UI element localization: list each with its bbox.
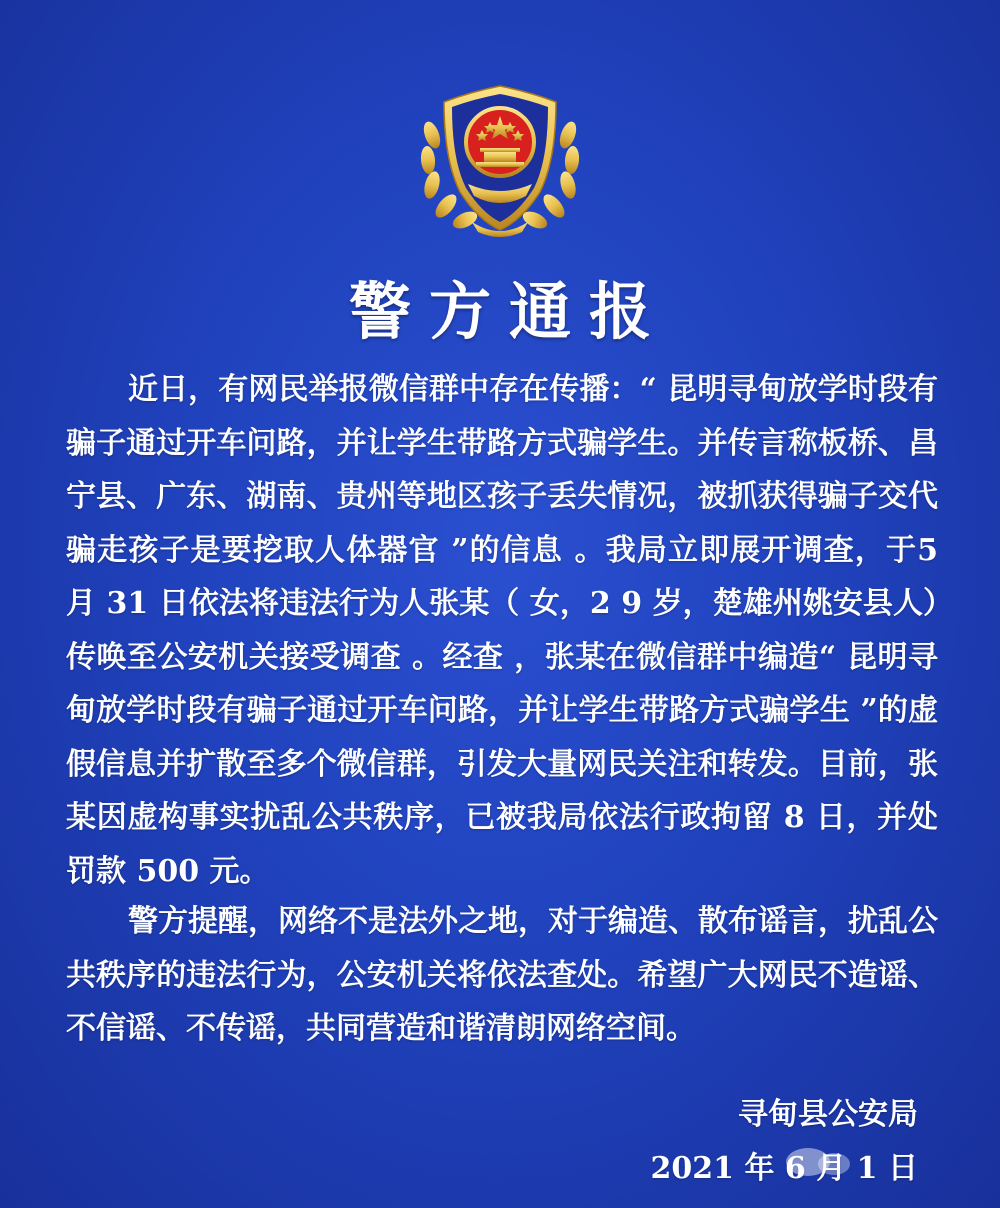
signature-block bbox=[651, 1088, 918, 1196]
notice-paragraph-1: 近日，有网民举报微信群中存在传播：“ 昆明寻甸放学时段有骗子通过开车问路，并让学生带路方式骗学生。并传言称板桥、昌宁县、广东、湖南、贵州等地区孩子丢失情况，被抓获得骗子交代骗走孩子是要挖取人体器官 ”的信息 。我局立即展开调查，于5 月 31 日依法将违法行为人张某（ 女，2 9 岁，楚雄州姚安县人）传唤至公安机关接受调查 。经查 ，张某在微信群中编造“ 昆明寻甸放学时段有骗子通过开车问路，并让学生带路方式骗学生 ”的虚假信息并扩散至多个微信群，引发大量网民关注和转发。目前，张某因虚构事实扰乱公共秩序，已被我局依法行政拘留 8 日，并处罚款 500 元。 bbox=[66, 372, 938, 889]
notice-title: 警方通报 bbox=[348, 275, 669, 348]
issuer-name: 寻甸县公安局 bbox=[738, 1097, 918, 1132]
notice-paragraph-2: 警方提醒，网络不是法外之地，对于编造、散布谣言，扰乱公共秩序的违法行为，公安机关将依法查处。希望广大网民不造谣、不信谣、不传谣，共同营造和谐清朗网络空间。 bbox=[66, 904, 938, 1046]
issue-date: 2021 年 6 月 1 日 bbox=[650, 1151, 918, 1186]
police-emblem-icon bbox=[410, 80, 590, 240]
